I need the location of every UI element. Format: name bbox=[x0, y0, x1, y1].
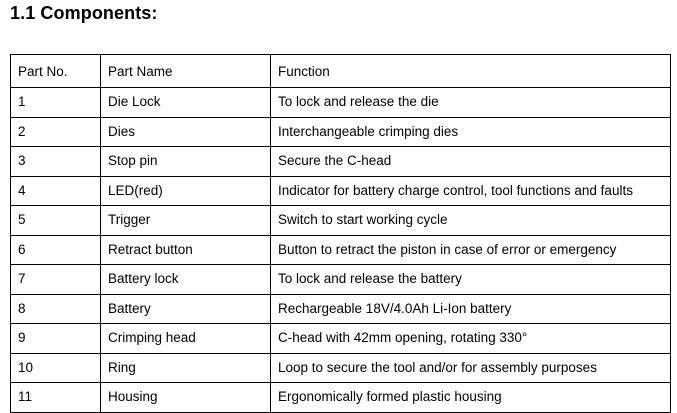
table-row bbox=[11, 353, 671, 383]
cell-part-name: Ring bbox=[101, 353, 271, 383]
cell-part-name: Retract button bbox=[101, 235, 271, 265]
cell-part-name: Housing bbox=[101, 383, 271, 413]
table-row bbox=[11, 206, 671, 236]
cell-function: To lock and release the battery bbox=[271, 265, 671, 295]
table-row bbox=[11, 324, 671, 354]
table-header-row bbox=[11, 55, 671, 88]
cell-part-no: 10 bbox=[11, 353, 101, 383]
cell-function: To lock and release the die bbox=[271, 88, 671, 118]
table-row bbox=[11, 265, 671, 295]
cell-function: C-head with 42mm opening, rotating 330° bbox=[271, 324, 671, 354]
table-row bbox=[11, 235, 671, 265]
cell-part-no: 1 bbox=[11, 88, 101, 118]
header-part-no: Part No. bbox=[11, 55, 101, 88]
table-row bbox=[11, 176, 671, 206]
cell-part-no: 5 bbox=[11, 206, 101, 236]
cell-function: Ergonomically formed plastic housing bbox=[271, 383, 671, 413]
table-row bbox=[11, 383, 671, 413]
cell-part-no: 3 bbox=[11, 147, 101, 177]
cell-function: Switch to start working cycle bbox=[271, 206, 671, 236]
header-part-name: Part Name bbox=[101, 55, 271, 88]
cell-part-no: 2 bbox=[11, 117, 101, 147]
cell-part-no: 11 bbox=[11, 383, 101, 413]
cell-part-name: Stop pin bbox=[101, 147, 271, 177]
cell-function: Secure the C-head bbox=[271, 147, 671, 177]
cell-function: Button to retract the piston in case of error or emergency bbox=[271, 235, 671, 265]
cell-part-name: Battery bbox=[101, 294, 271, 324]
table-row bbox=[11, 117, 671, 147]
header-function: Function bbox=[271, 55, 671, 88]
cell-part-name: Die Lock bbox=[101, 88, 271, 118]
cell-part-name: Battery lock bbox=[101, 265, 271, 295]
cell-function: Interchangeable crimping dies bbox=[271, 117, 671, 147]
cell-function: Rechargeable 18V/4.0Ah Li-Ion battery bbox=[271, 294, 671, 324]
table-row bbox=[11, 88, 671, 118]
cell-part-name: LED(red) bbox=[101, 176, 271, 206]
cell-part-no: 6 bbox=[11, 235, 101, 265]
cell-part-name: Trigger bbox=[101, 206, 271, 236]
cell-part-name: Crimping head bbox=[101, 324, 271, 354]
cell-part-no: 8 bbox=[11, 294, 101, 324]
cell-function: Indicator for battery charge control, tool functions and faults bbox=[271, 176, 671, 206]
section-heading: 1.1 Components: bbox=[10, 3, 158, 23]
components-table bbox=[10, 54, 671, 413]
cell-function: Loop to secure the tool and/or for assembly purposes bbox=[271, 353, 671, 383]
table-row bbox=[11, 147, 671, 177]
cell-part-name: Dies bbox=[101, 117, 271, 147]
table-row bbox=[11, 294, 671, 324]
cell-part-no: 9 bbox=[11, 324, 101, 354]
cell-part-no: 7 bbox=[11, 265, 101, 295]
cell-part-no: 4 bbox=[11, 176, 101, 206]
